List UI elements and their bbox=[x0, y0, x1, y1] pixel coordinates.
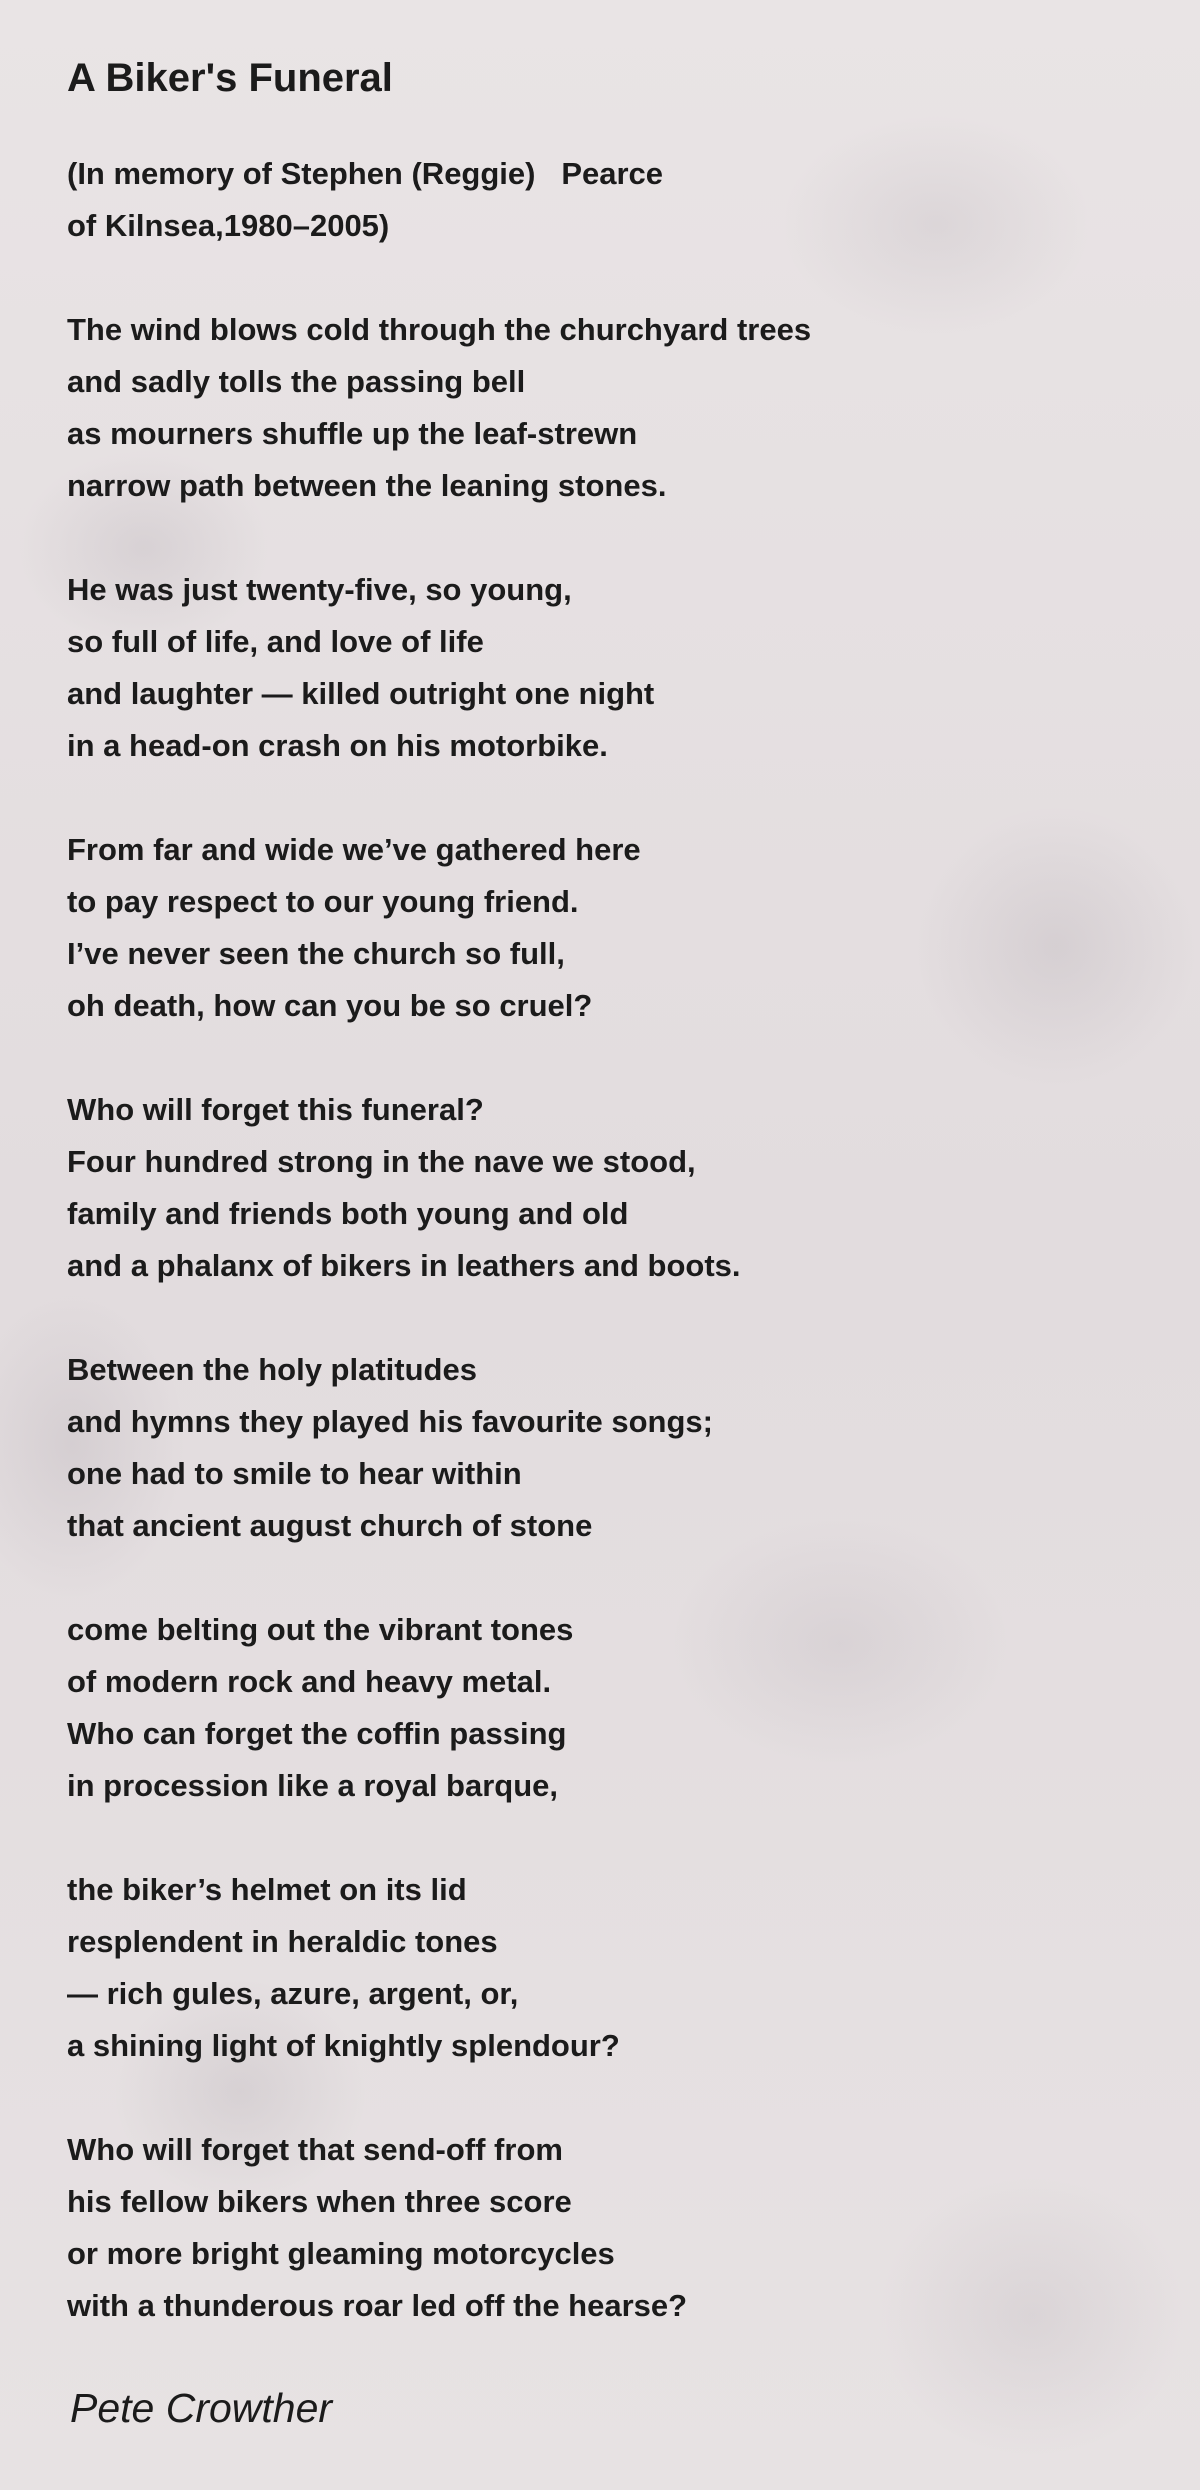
stanza bbox=[67, 2124, 1147, 2332]
poem-line: He was just twenty-five, so young, bbox=[67, 572, 572, 607]
stanza-dedication bbox=[67, 148, 1147, 252]
poem-line: one had to smile to hear within bbox=[67, 1456, 522, 1491]
poem-line: Between the holy platitudes bbox=[67, 1352, 477, 1387]
poem-line: in a head-on crash on his motorbike. bbox=[67, 728, 608, 763]
poem-line: his fellow bikers when three score bbox=[67, 2184, 572, 2219]
stanza bbox=[67, 1344, 1147, 1552]
poem bbox=[67, 50, 1147, 2384]
poem-line: come belting out the vibrant tones bbox=[67, 1612, 574, 1647]
poem-line: Who will forget this funeral? bbox=[67, 1092, 484, 1127]
poem-title: A Biker's Funeral bbox=[67, 56, 393, 100]
poem-line: with a thunderous roar led off the hearse? bbox=[67, 2288, 688, 2323]
stanza bbox=[67, 1084, 1147, 1292]
poem-line: and laughter — killed outright one night bbox=[67, 676, 655, 711]
poem-author: Pete Crowther bbox=[70, 2385, 333, 2431]
poem-line: narrow path between the leaning stones. bbox=[67, 468, 667, 503]
stanza bbox=[67, 824, 1147, 1032]
poem-line: in procession like a royal barque, bbox=[67, 1768, 559, 1803]
poem-line: family and friends both young and old bbox=[67, 1196, 629, 1231]
stanza bbox=[67, 304, 1147, 512]
stanza bbox=[67, 1604, 1147, 1812]
poem-line: and sadly tolls the passing bell bbox=[67, 364, 526, 399]
poem-line: — rich gules, azure, argent, or, bbox=[67, 1976, 519, 2011]
poem-line: (In memory of Stephen (Reggie) Pearce bbox=[67, 156, 664, 191]
stanza bbox=[67, 564, 1147, 772]
poem-line: of Kilnsea,1980–2005) bbox=[67, 208, 390, 243]
poem-line: or more bright gleaming motorcycles bbox=[67, 2236, 615, 2271]
poem-line: a shining light of knightly splendour? bbox=[67, 2028, 620, 2063]
poem-line: and a phalanx of bikers in leathers and boots. bbox=[67, 1248, 741, 1283]
poem-line: of modern rock and heavy metal. bbox=[67, 1664, 552, 1699]
poem-line: resplendent in heraldic tones bbox=[67, 1924, 498, 1959]
poem-line: I’ve never seen the church so full, bbox=[67, 936, 565, 971]
poem-line: to pay respect to our young friend. bbox=[67, 884, 579, 919]
poem-line: Who can forget the coffin passing bbox=[67, 1716, 567, 1751]
poem-line: and hymns they played his favourite songs; bbox=[67, 1404, 713, 1439]
stanza bbox=[67, 1864, 1147, 2072]
poem-line: oh death, how can you be so cruel? bbox=[67, 988, 593, 1023]
poem-line: as mourners shuffle up the leaf-strewn bbox=[67, 416, 638, 451]
poem-line: Four hundred strong in the nave we stood, bbox=[67, 1144, 696, 1179]
poem-line: the biker’s helmet on its lid bbox=[67, 1872, 467, 1907]
poem-line: The wind blows cold through the churchyard trees bbox=[67, 312, 812, 347]
poem-line: so full of life, and love of life bbox=[67, 624, 484, 659]
poem-line: that ancient august church of stone bbox=[67, 1508, 593, 1543]
poem-line: Who will forget that send-off from bbox=[67, 2132, 563, 2167]
poem-line: From far and wide we’ve gathered here bbox=[67, 832, 641, 867]
